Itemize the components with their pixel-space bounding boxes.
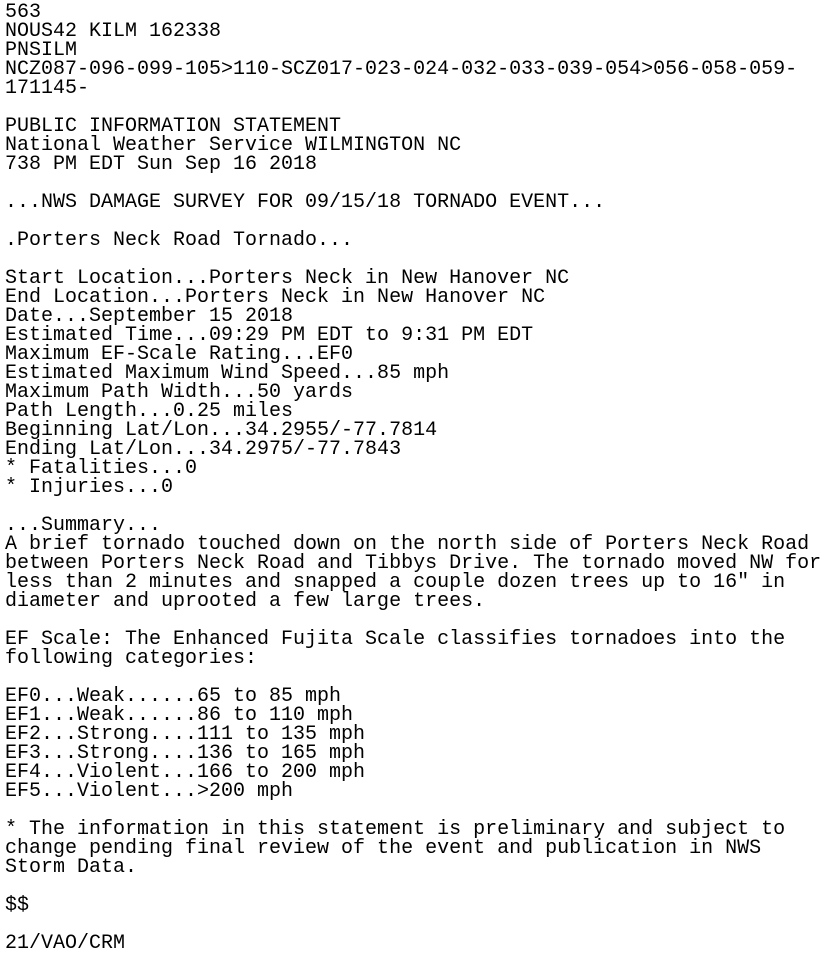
statement-line: Estimated Time...09:29 PM EDT to 9:31 PM EDT xyxy=(5,324,534,347)
statement-line: EF1...Weak......86 to 110 mph xyxy=(5,704,354,727)
statement-line: * The information in this statement is preliminary and subject to xyxy=(5,818,786,841)
statement-line: PUBLIC INFORMATION STATEMENT xyxy=(5,115,342,138)
statement-line: Maximum EF-Scale Rating...EF0 xyxy=(5,343,354,366)
statement-line: .Porters Neck Road Tornado... xyxy=(5,229,354,252)
statement-line: A brief tornado touched down on the north side of Porters Neck Road xyxy=(5,533,810,556)
statement-line: EF2...Strong....111 to 135 mph xyxy=(5,723,366,746)
statement-line: $$ xyxy=(5,894,30,917)
statement-line: * Fatalities...0 xyxy=(5,457,198,480)
statement-line: Date...September 15 2018 xyxy=(5,305,294,328)
statement-line: EF5...Violent...>200 mph xyxy=(5,780,294,803)
blank-line xyxy=(5,877,825,896)
statement-line: * Injuries...0 xyxy=(5,476,174,499)
statement-line: Start Location...Porters Neck in New Hanover NC xyxy=(5,267,570,290)
statement-line: diameter and uprooted a few large trees. xyxy=(5,590,486,613)
statement-line: following categories: xyxy=(5,647,258,670)
statement-line: change pending final review of the event and publication in NWS xyxy=(5,837,762,860)
statement-line: National Weather Service WILMINGTON NC xyxy=(5,134,462,157)
statement-line: ...Summary... xyxy=(5,514,162,537)
statement-line: EF0...Weak......65 to 85 mph xyxy=(5,685,342,708)
statement-line: 563 xyxy=(5,1,42,24)
statement-line: between Porters Neck Road and Tibbys Drive. The tornado moved NW for xyxy=(5,552,822,575)
statement-line: 21/VAO/CRM xyxy=(5,932,126,955)
statement-line: Maximum Path Width...50 yards xyxy=(5,381,354,404)
statement-line: Beginning Lat/Lon...34.2955/-77.7814 xyxy=(5,419,438,442)
statement-line: 738 PM EDT Sun Sep 16 2018 xyxy=(5,153,318,176)
statement-line: 171145- xyxy=(5,77,90,100)
statement-line: Path Length...0.25 miles xyxy=(5,400,294,423)
statement-line: EF3...Strong....136 to 165 mph xyxy=(5,742,366,765)
statement-line: Ending Lat/Lon...34.2975/-77.7843 xyxy=(5,438,402,461)
statement-line: less than 2 minutes and snapped a couple dozen trees up to 16" in xyxy=(5,571,786,594)
statement-line: EF Scale: The Enhanced Fujita Scale classifies tornadoes into the xyxy=(5,628,786,651)
statement-line: NOUS42 KILM 162338 xyxy=(5,20,222,43)
statement-line: PNSILM xyxy=(5,39,78,62)
statement-line: EF4...Violent...166 to 200 mph xyxy=(5,761,366,784)
statement-line: ...NWS DAMAGE SURVEY FOR 09/15/18 TORNADO EVENT... xyxy=(5,191,606,214)
statement-line: NCZ087-096-099-105>110-SCZ017-023-024-032-033-039-054>056-058-059- xyxy=(5,58,798,81)
statement-line: End Location...Porters Neck in New Hanover NC xyxy=(5,286,546,309)
statement-line: Estimated Maximum Wind Speed...85 mph xyxy=(5,362,450,385)
blank-line xyxy=(5,915,825,934)
statement-line: Storm Data. xyxy=(5,856,138,879)
